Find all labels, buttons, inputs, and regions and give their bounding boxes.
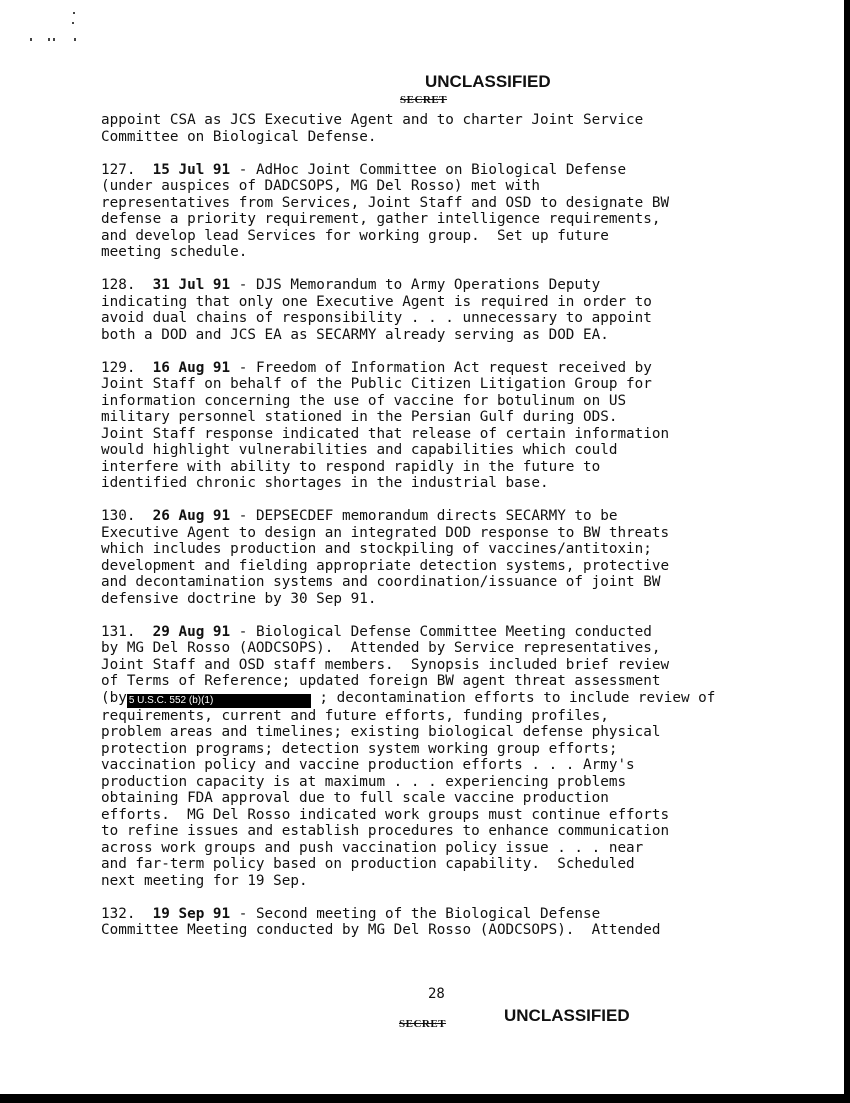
item-date: 31 Jul 91: [152, 277, 231, 293]
scan-border-bottom: [0, 1094, 850, 1103]
scan-border-right: [844, 0, 850, 1103]
paragraph-132: 132. 19 Sep 91 - Second meeting of the Biological Defense Committee Meeting conducted by MG Del Rosso (AODCSOPS). Attended: [101, 905, 661, 938]
item-date: 15 Jul 91: [152, 161, 231, 178]
footer-classification: UNCLASSIFIED: [504, 1006, 630, 1025]
footer-struck-marking: SECRET: [399, 1018, 447, 1030]
item-number: 129.: [101, 359, 136, 376]
item-date: 29 Aug 91: [152, 623, 231, 640]
redaction-block: 5 U.S.C. 552 (b)(1): [127, 694, 311, 708]
paragraph-131: 131. 29 Aug 91 - Biological Defense Committee Meeting conducted by MG Del Rosso (AODCSOPS). Attended by Service representatives, Joint Staff and OSD staff members. Synopsis included brief review of Terms of Reference; updated foreign BW agent threat assessment (by 5 U.S.C. 552 (b)(1) ; decontamination efforts to include review of requirements, current and future efforts, funding profiles, problem areas and timelines; existing biological defense physical protection programs; detection system working group efforts; vaccination policy and vaccine production efforts . . . Army's production capacity is at maximum . . . experiencing problems obtaining FDA approval due to full scale vaccine production efforts. MG Del Rosso indicated work groups must continue efforts to refine issues and establish procedures to enhance communication across work groups and push vaccination policy issue . . . near and far-term policy based on production capability. Scheduled next meeting for 19 Sep.: [101, 623, 716, 889]
item-number: 132.: [101, 905, 136, 922]
item-number: 128.: [101, 277, 136, 293]
document-body: [101, 112, 791, 955]
header-classification: UNCLASSIFIED: [425, 72, 551, 91]
paragraph-127: 127. 15 Jul 91 - AdHoc Joint Committee on Biological Defense (under auspices of DADCSOPS, MG Del Rosso) met with representatives from Services, Joint Staff and OSD to designate BW defense a priority requirement, gather intelligence requirements, and develop lead Services for working group. Set up future meeting schedule.: [101, 161, 670, 260]
paragraph-130: 130. 26 Aug 91 - DEPSECDEF memorandum directs SECARMY to be Executive Agent to design an integrated DOD response to BW threats which includes production and stockpiling of vaccines/antitoxin; development and fielding appropriate detection systems, protective and decontamination systems and coordination/issuance of joint BW defensive doctrine by 30 Sep 91.: [101, 508, 670, 607]
paragraph-128: 128. 31 Jul 91 - DJS Memorandum to Army Operations Deputy indicating that only one Executive Agent is required in order to avoid dual chains of responsibility . . . unnecessary to appoint both a DOD and JCS EA as SECARMY already serving as DOD EA.: [101, 277, 652, 343]
item-date: 16 Aug 91: [152, 359, 231, 376]
header-struck-marking: SECRET: [400, 94, 448, 106]
item-number: 127.: [101, 161, 136, 178]
page-number: 28: [428, 986, 445, 1002]
paragraph-129: 129. 16 Aug 91 - Freedom of Information Act request received by Joint Staff on behalf of the Public Citizen Litigation Group for information concerning the use of vaccine for botulinum on US military personnel stationed in the Persian Gulf during ODS. Joint Staff response indicated that release of certain information would highlight vulnerabilities and capabilities which could interfere with ability to respond rapidly in the future to identified chronic shortages in the industrial base.: [101, 359, 670, 491]
item-number: 131.: [101, 623, 136, 640]
scan-specks: [28, 8, 88, 48]
paragraph-continuation: appoint CSA as JCS Executive Agent and to charter Joint Service Committee on Biological Defense.: [101, 112, 644, 145]
item-date: 26 Aug 91: [152, 508, 231, 524]
item-date: 19 Sep 91: [152, 905, 231, 922]
item-number: 130.: [101, 508, 136, 524]
